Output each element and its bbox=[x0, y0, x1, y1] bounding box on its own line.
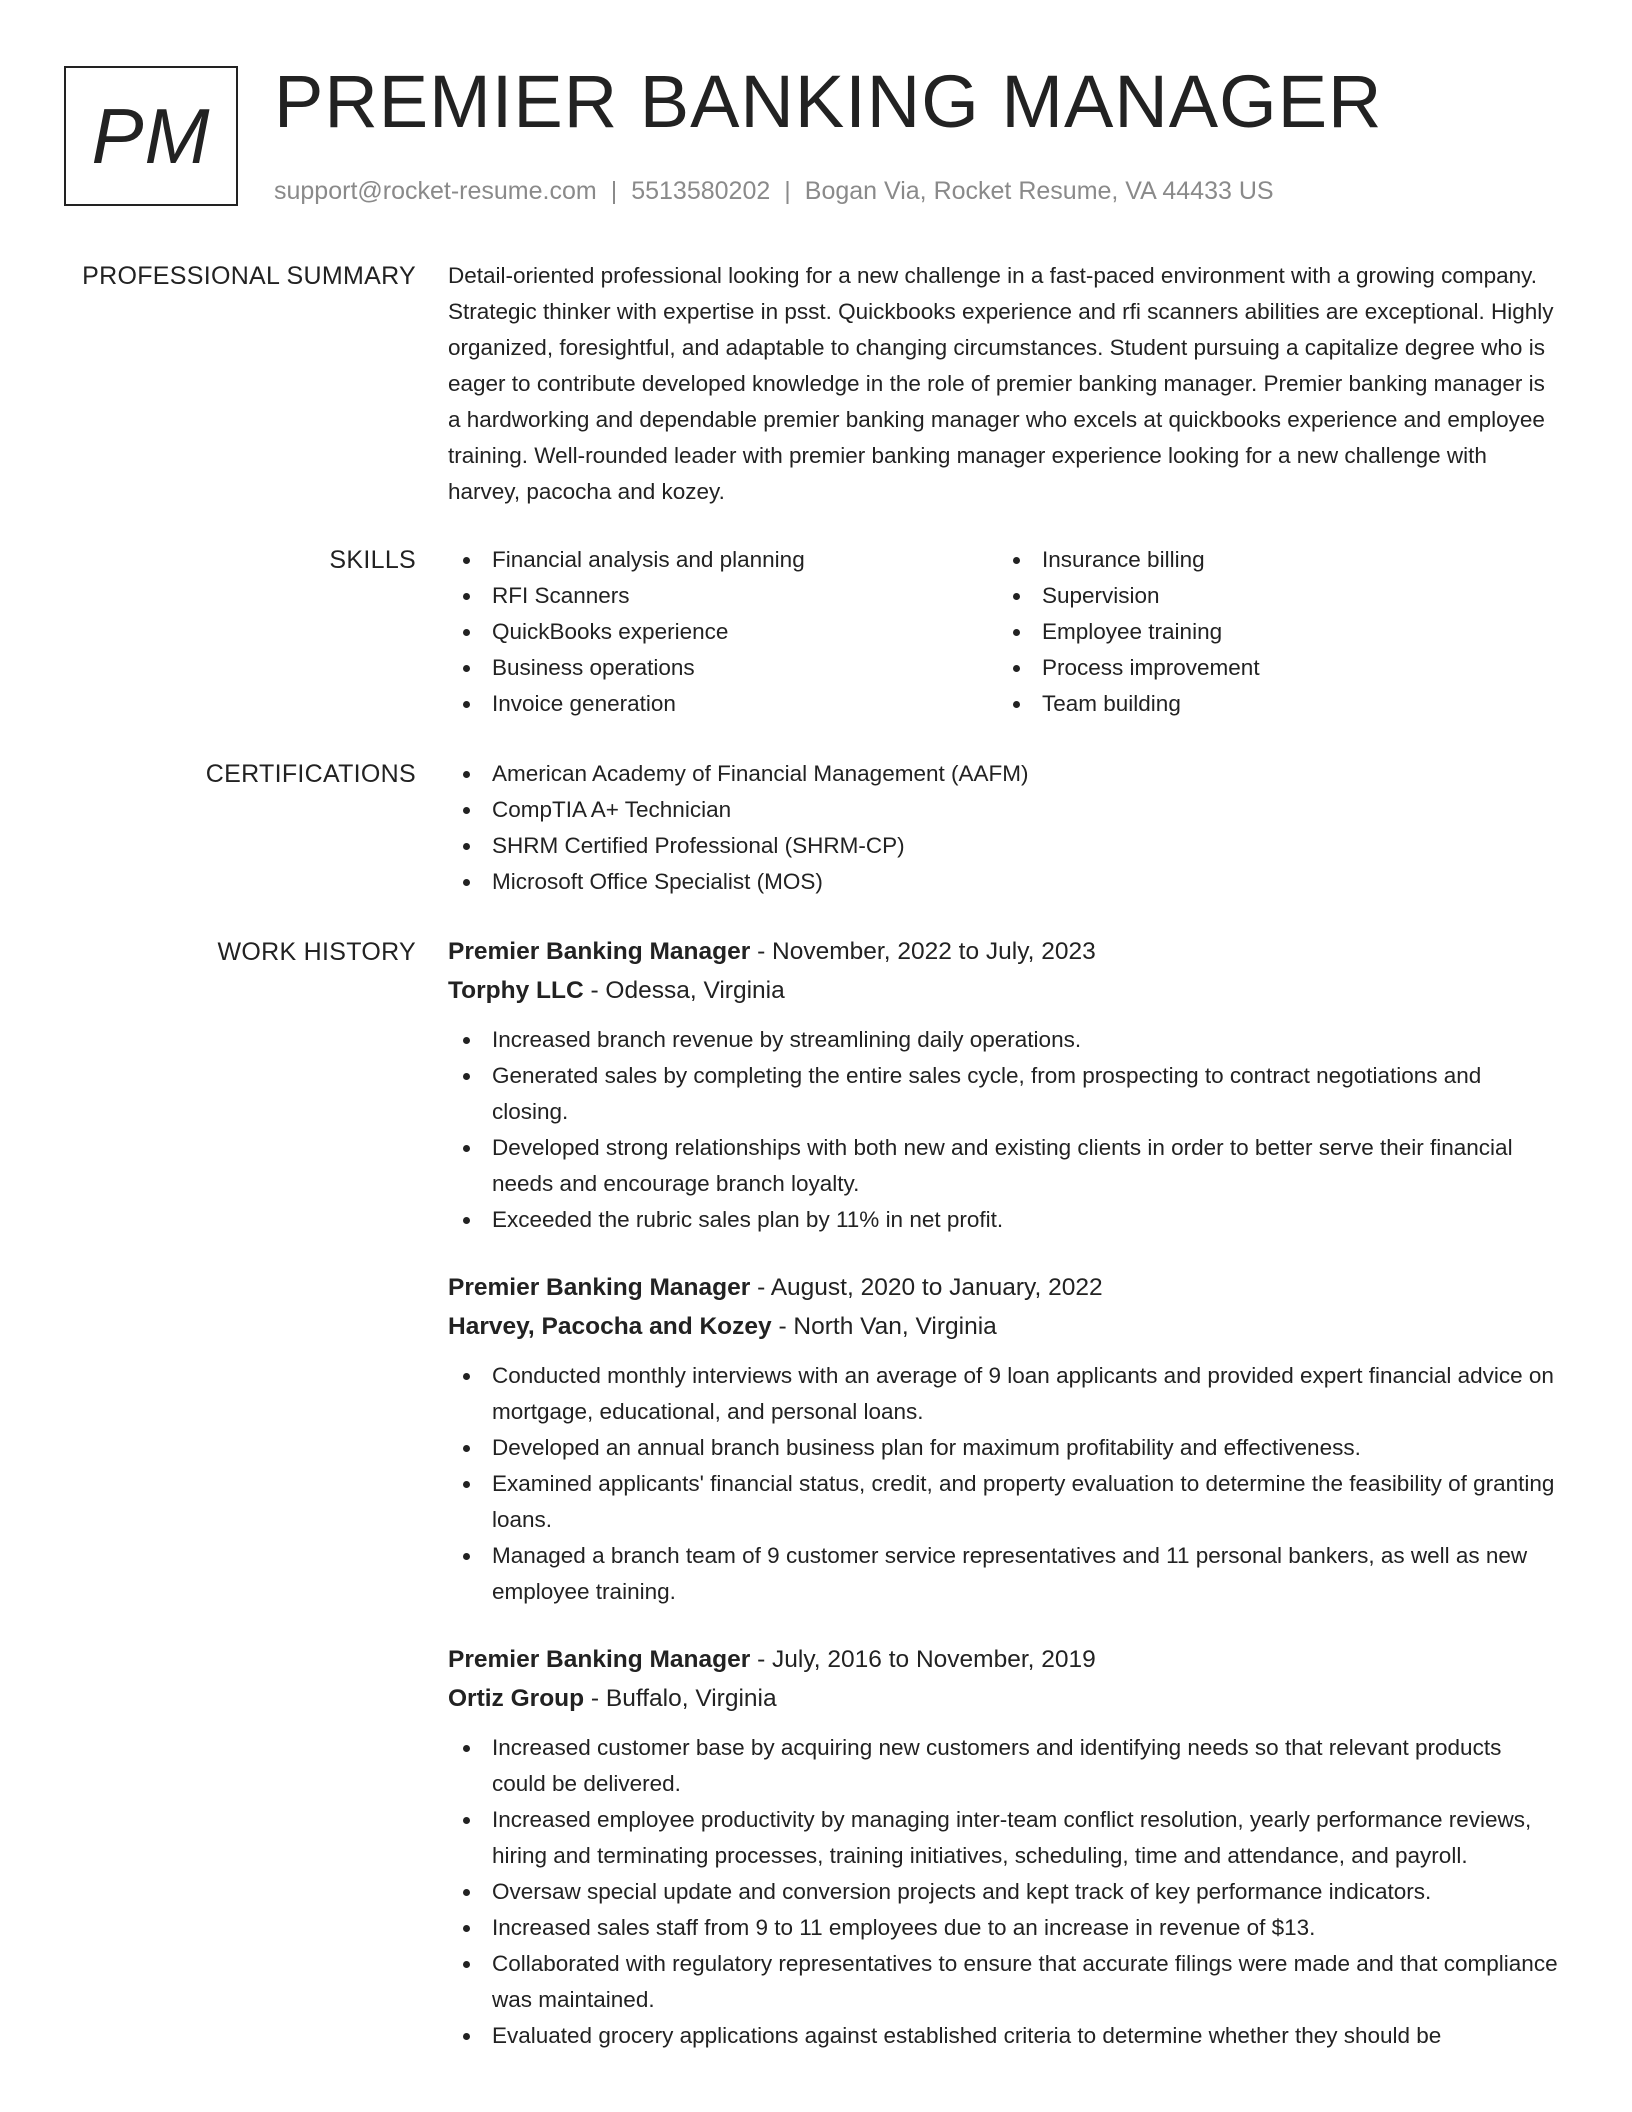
job-company-line bbox=[448, 1307, 1558, 1346]
job-dates: - November, 2022 to July, 2023 bbox=[750, 938, 1096, 965]
skill-item: Business operations bbox=[448, 650, 998, 686]
job-entry bbox=[448, 1640, 1558, 2054]
skill-item: Invoice generation bbox=[448, 686, 998, 722]
job-bullet: Managed a branch team of 9 customer service representatives and 11 personal bankers, as well as new employee training. bbox=[448, 1538, 1558, 1610]
certification-item: Microsoft Office Specialist (MOS) bbox=[448, 864, 1558, 900]
job-bullet: Developed an annual branch business plan for maximum profitability and effectiveness. bbox=[448, 1430, 1558, 1466]
job-company-line bbox=[448, 1679, 1558, 1718]
job-company-line bbox=[448, 971, 1558, 1010]
skills-heading: SKILLS bbox=[329, 546, 416, 574]
skill-item: Team building bbox=[998, 686, 1548, 722]
certifications-section bbox=[448, 756, 1558, 900]
job-dates: - August, 2020 to January, 2022 bbox=[750, 1274, 1103, 1301]
certification-item: SHRM Certified Professional (SHRM-CP) bbox=[448, 828, 1558, 864]
skill-item: Employee training bbox=[998, 614, 1548, 650]
job-bullet: Increased customer base by acquiring new customers and identifying needs so that relevant products could be delivered. bbox=[448, 1730, 1558, 1802]
job-bullet: Developed strong relationships with both new and existing clients in order to better serve their financial needs and encourage branch loyalty. bbox=[448, 1130, 1558, 1202]
job-bullet: Increased branch revenue by streamlining daily operations. bbox=[448, 1022, 1558, 1058]
contact-separator: | bbox=[784, 177, 791, 205]
job-location: - Odessa, Virginia bbox=[583, 977, 785, 1004]
monogram-logo bbox=[64, 66, 238, 206]
contact-line bbox=[274, 174, 1274, 208]
skills-list-right bbox=[998, 542, 1548, 722]
job-company: Torphy LLC bbox=[448, 977, 584, 1004]
job-company: Harvey, Pacocha and Kozey bbox=[448, 1313, 772, 1340]
certification-item: American Academy of Financial Management (AAFM) bbox=[448, 756, 1558, 792]
job-bullet: Examined applicants' financial status, credit, and property evaluation to determine the feasibility of granting loans. bbox=[448, 1466, 1558, 1538]
summary-text: Detail-oriented professional looking for a new challenge in a fast-paced environment with a growing company. Strategic thinker with expertise in psst. Quickbooks experience and rfi scanners abilities are exceptional. Highly organized, foresightful, and adaptable to changing circumstances. Student pursuing a capitalize degree who is eager to contribute developed knowledge in the role of premier banking manager. Premier banking manager is a hardworking and dependable premier banking manager who excels at quickbooks experience and employee training. Well-rounded leader with premier banking manager experience looking for a new challenge with harvey, pacocha and kozey. bbox=[448, 263, 1554, 504]
job-bullet: Evaluated grocery applications against established criteria to determine whether they should be bbox=[448, 2018, 1558, 2054]
job-location: - Buffalo, Virginia bbox=[584, 1685, 777, 1712]
contact-email[interactable]: support@rocket-resume.com bbox=[274, 177, 597, 205]
certifications-heading: CERTIFICATIONS bbox=[205, 760, 416, 788]
job-title-line bbox=[448, 932, 1558, 971]
skill-item: Process improvement bbox=[998, 650, 1548, 686]
summary-heading: PROFESSIONAL SUMMARY bbox=[82, 262, 416, 290]
job-bullet: Oversaw special update and conversion projects and kept track of key performance indicators. bbox=[448, 1874, 1558, 1910]
job-location: - North Van, Virginia bbox=[771, 1313, 997, 1340]
work-history-section bbox=[448, 932, 1558, 2084]
summary-section bbox=[448, 258, 1558, 510]
contact-address: Bogan Via, Rocket Resume, VA 44433 US bbox=[804, 177, 1274, 205]
skill-item: RFI Scanners bbox=[448, 578, 998, 614]
job-bullet: Generated sales by completing the entire sales cycle, from prospecting to contract negotiations and closing. bbox=[448, 1058, 1558, 1130]
job-company: Ortiz Group bbox=[448, 1685, 585, 1712]
skills-section bbox=[448, 542, 1558, 722]
skills-list-left bbox=[448, 542, 998, 722]
job-bullet: Increased sales staff from 9 to 11 employees due to an increase in revenue of $13. bbox=[448, 1910, 1558, 1946]
job-bullets bbox=[448, 1022, 1558, 1238]
job-bullet: Exceeded the rubric sales plan by 11% in net profit. bbox=[448, 1202, 1558, 1238]
contact-phone[interactable]: 5513580202 bbox=[631, 177, 771, 205]
job-title: Premier Banking Manager bbox=[448, 938, 751, 965]
job-bullet: Collaborated with regulatory representatives to ensure that accurate filings were made and that compliance was maintained. bbox=[448, 1946, 1558, 2018]
job-dates: - July, 2016 to November, 2019 bbox=[750, 1646, 1096, 1673]
job-title: Premier Banking Manager bbox=[448, 1646, 751, 1673]
job-bullets bbox=[448, 1358, 1558, 1610]
job-entry bbox=[448, 1268, 1558, 1610]
resume-name: PREMIER BANKING MANAGER bbox=[274, 60, 1383, 143]
skill-item: Supervision bbox=[998, 578, 1548, 614]
job-title-line bbox=[448, 1268, 1558, 1307]
job-title: Premier Banking Manager bbox=[448, 1274, 751, 1301]
skill-item: QuickBooks experience bbox=[448, 614, 998, 650]
job-bullet: Conducted monthly interviews with an average of 9 loan applicants and provided expert financial advice on mortgage, educational, and personal loans. bbox=[448, 1358, 1558, 1430]
certifications-list bbox=[448, 756, 1558, 900]
skill-item: Insurance billing bbox=[998, 542, 1548, 578]
skill-item: Financial analysis and planning bbox=[448, 542, 998, 578]
job-bullets bbox=[448, 1730, 1558, 2054]
contact-separator: | bbox=[610, 177, 618, 205]
job-bullet: Increased employee productivity by managing inter-team conflict resolution, yearly performance reviews, hiring and terminating processes, training initiatives, scheduling, time and attendance, and payroll. bbox=[448, 1802, 1558, 1874]
work-history-heading: WORK HISTORY bbox=[217, 938, 416, 966]
job-title-line bbox=[448, 1640, 1558, 1679]
job-entry bbox=[448, 932, 1558, 1238]
certification-item: CompTIA A+ Technician bbox=[448, 792, 1558, 828]
monogram-text: PM bbox=[91, 91, 211, 180]
